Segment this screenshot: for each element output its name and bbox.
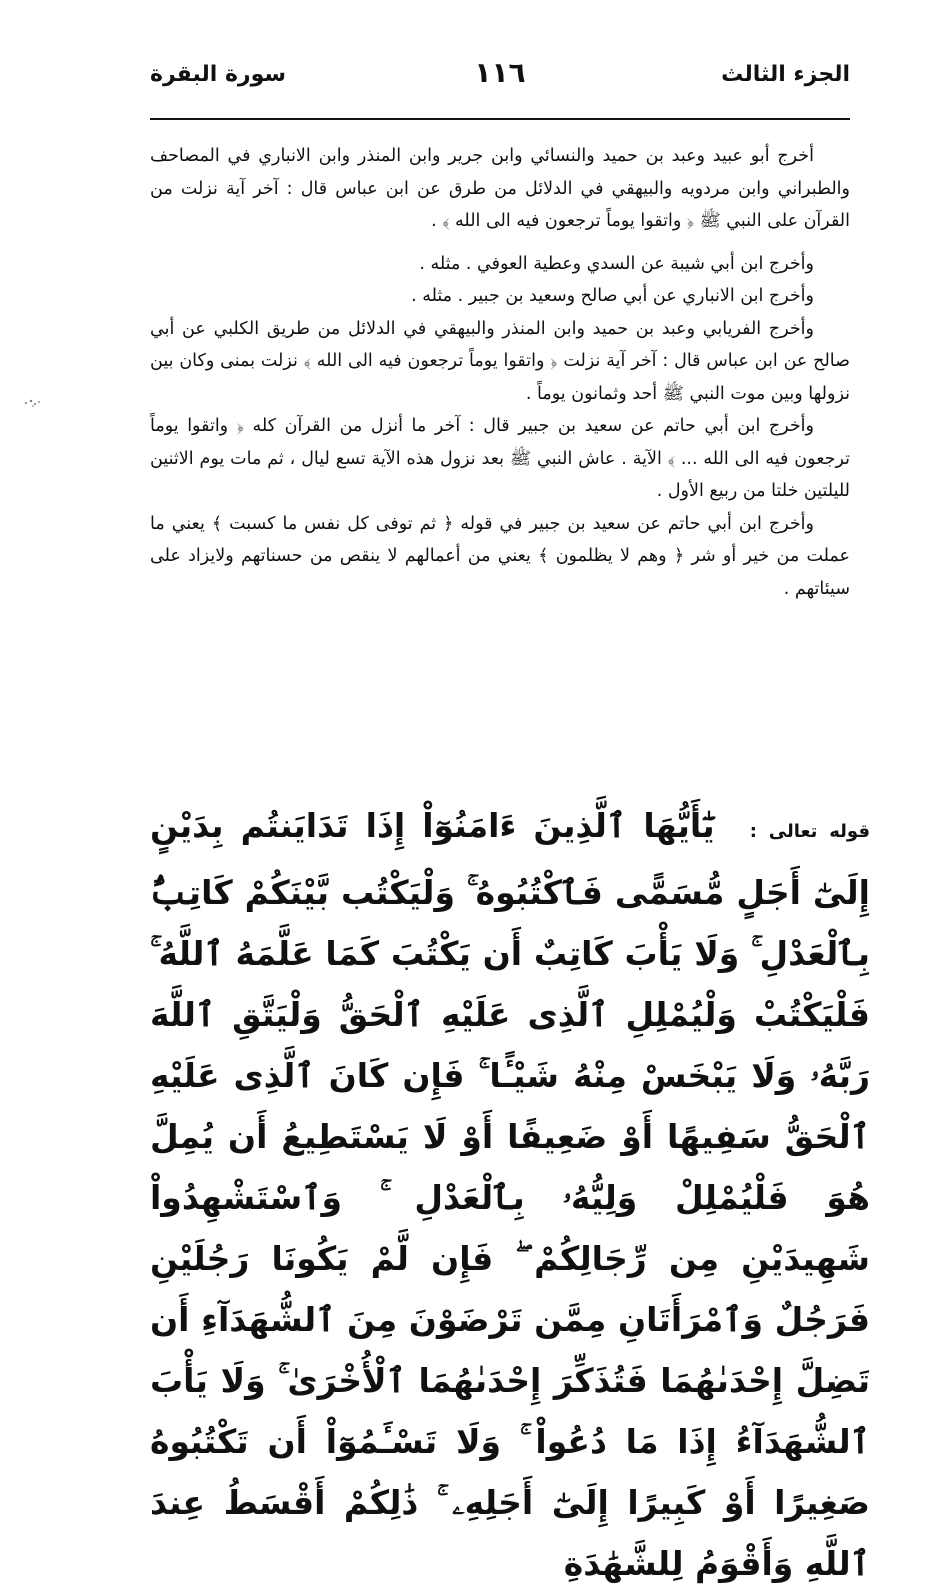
quran-verse [150,795,870,1594]
header-divider [150,118,850,120]
part-title: الجزء الثالث [721,62,850,87]
paragraph: وأخرج الفريابي وعبد بن حميد وابن المنذر والبيهقي في الدلائل من طريق الكلبي عن أبي صالح عن ابن عباس قال : آخر آية نزلت ﴿ واتقوا يوماً ترجعون فيه الى الله ﴾ نزلت بمنى وكان بين نزولها وبين موت النبي ﷺ أحد وثمانون يوماً . [150,318,850,404]
paragraph: وأخرج ابن أبي شيبة عن السدي وعطية العوفي . مثله . [419,253,814,274]
page-number: ١١٦ [474,56,526,89]
surah-title: سورة البقرة [150,62,287,87]
verse-intro: قوله تعالى : [749,821,870,842]
commentary-text [150,140,850,605]
margin-mark [22,396,44,410]
paragraph: أخرج أبو عبيد وعبد بن حميد والنسائي وابن جرير وابن المنذر وابن الانباري في المصاحف والطبراني وابن مردويه والبيهقي في الدلائل من طرق عن ابن عباس قال : آخر آية نزلت من القرآن على النبي ﷺ ﴿ واتقوا يوماً ترجعون فيه الى الله ﴾ . [150,146,850,231]
paragraph: وأخرج ابن أبي حاتم عن سعيد بن جبير في قوله ﴿ ثم توفى كل نفس ما كسبت ﴾ يعني ما عملت من خير أو شر ﴿ وهم لا يظلمون ﴾ يعني من أعمالهم لا ينقص من حسناتهم ولايزاد على سيئاتهم . [150,513,850,599]
paragraph: وأخرج ابن أبي حاتم عن سعيد بن جبير قال : آخر ما أنزل من القرآن كله ﴿ واتقوا يوماً ترجعون فيه الى الله ... ﴾ الآية . عاش النبي ﷺ بعد نزول هذه الآية تسع ليال ، ثم مات يوم الاثنين لليلتين خلتا من ربيع الأول . [150,416,850,501]
paragraph: وأخرج ابن الانباري عن أبي صالح وسعيد بن جبير . مثله . [411,286,814,306]
page-header [150,52,850,110]
verse-text: يَٰٓأَيُّهَا ٱلَّذِينَ ءَامَنُوٓاْ إِذَا تَدَايَنتُم بِدَيْنٍ إِلَىٰٓ أَجَلٍ مُّسَمًّى فَٱكْتُبُوهُ ۚ وَلْيَكْتُب بَّيْنَكُمْ كَاتِبٌۢ بِٱلْعَدْلِ ۚ وَلَا يَأْبَ كَاتِبٌ أَن يَكْتُبَ كَمَا عَلَّمَهُ ٱللَّهُ ۚ فَلْيَكْتُبْ وَلْيُمْلِلِ ٱلَّذِى عَلَيْهِ ٱلْحَقُّ وَلْيَتَّقِ ٱللَّهَ رَبَّهُۥ وَلَا يَبْخَسْ مِنْهُ شَيْـًٔا ۚ فَإِن كَانَ ٱلَّذِى عَلَيْهِ ٱلْحَقُّ سَفِيهًا أَوْ ضَعِيفًا أَوْ لَا يَسْتَطِيعُ أَن يُمِلَّ هُوَ فَلْيُمْلِلْ وَلِيُّهُۥ بِٱلْعَدْلِ ۚ وَٱسْتَشْهِدُواْ شَهِيدَيْنِ مِن رِّجَالِكُمْ ۖ فَإِن لَّمْ يَكُونَا رَجُلَيْنِ فَرَجُلٌ وَٱمْرَأَتَانِ مِمَّن تَرْضَوْنَ مِنَ ٱلشُّهَدَآءِ أَن تَضِلَّ إِحْدَىٰهُمَا فَتُذَكِّرَ إِحْدَىٰهُمَا ٱلْأُخْرَىٰ ۚ وَلَا يَأْبَ ٱلشُّهَدَآءُ إِذَا مَا دُعُواْ ۚ وَلَا تَسْـَٔمُوٓاْ أَن تَكْتُبُوهُ صَغِيرًا أَوْ كَبِيرًا إِلَىٰٓ أَجَلِهِۦ ۚ ذَٰلِكُمْ أَقْسَطُ عِندَ ٱللَّهِ وَأَقْوَمُ لِلشَّهَٰدَةِ [150,806,870,1583]
